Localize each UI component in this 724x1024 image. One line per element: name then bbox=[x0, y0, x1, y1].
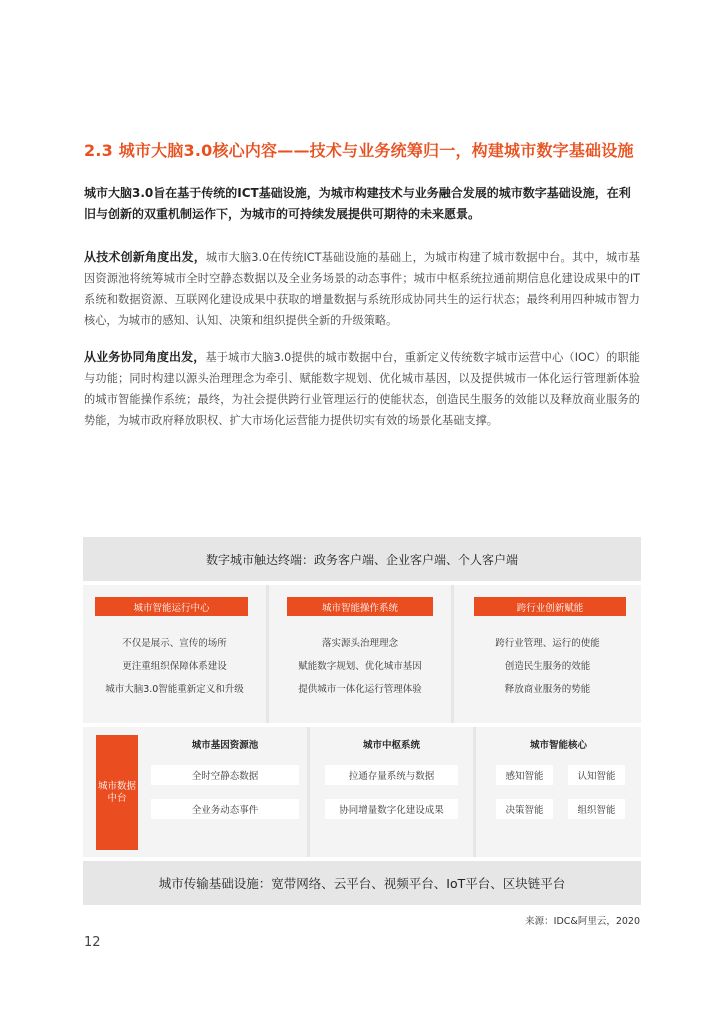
business-body: 基于城市大脑3.0提供的城市数据中台，重新定义传统数字城市运营中心（IOC）的职能与功能；同时构建以源头治理理念为牵引、赋能数字规划、优化城市基因，以及提供城市一体化运行管理新体验的城市智能操作系统；最终，为社会提供跨行业管理运行的使能状态，创造民生服务的效能以及释放商业服务的势能，为城市政府释放职权、扩大市场化运营能力提供切实有效的场景化基础支撑。 bbox=[84, 351, 640, 427]
section-heading: 2.3 城市大脑3.0核心内容——技术与业务统筹归一，构建城市数字基础设施 bbox=[84, 141, 634, 160]
os-column bbox=[269, 585, 451, 723]
terminal-band: 数字城市触达终端：政务客户端、企业客户端、个人客户端 bbox=[83, 537, 641, 581]
business-paragraph bbox=[84, 347, 640, 431]
intelligence-core-item: 组织智能 bbox=[568, 799, 625, 819]
hub-system-item: 协同增量数字化建设成果 bbox=[325, 799, 458, 819]
os-line: 落实源头治理理念 bbox=[321, 638, 398, 649]
cross-industry-column bbox=[454, 585, 641, 723]
cross-industry-line: 创造民生服务的效能 bbox=[504, 661, 591, 672]
source-note: 来源：IDC&阿里云，2020 bbox=[525, 916, 640, 927]
page-number: 12 bbox=[84, 935, 101, 950]
business-lead: 从业务协同角度出发， bbox=[84, 350, 206, 364]
cross-industry-title: 跨行业创新赋能 bbox=[474, 597, 626, 616]
tech-body: 城市大脑3.0在传统ICT基础设施的基础上，为城市构建了城市数据中台。其中，城市基因资源池将统筹城市全时空静态数据以及全业务场景的动态事件；城市中枢系统拉通前期信息化建设成果中的IT系统和数据资源、互联网化建设成果中获取的增量数据与系统形成协同共生的运行状态；最终利用四种城市智力核心，为城市的感知、认知、决策和组织提供全新的升级策略。 bbox=[84, 251, 640, 327]
intro-paragraph: 城市大脑3.0旨在基于传统的ICT基础设施，为城市构建技术与业务融合发展的城市数字基础设施，在利旧与创新的双重机制运作下，为城市的可持续发展提供可期待的未来愿景。 bbox=[84, 186, 631, 221]
os-line: 提供城市一体化运行管理体验 bbox=[298, 684, 422, 695]
intelligence-core-item: 感知智能 bbox=[496, 765, 553, 785]
gene-pool-item: 全时空静态数据 bbox=[151, 765, 299, 785]
gene-pool-title: 城市基因资源池 bbox=[191, 740, 259, 751]
intelligence-core-title: 城市智能核心 bbox=[529, 740, 587, 751]
application-layer bbox=[83, 585, 641, 723]
tech-paragraph bbox=[84, 247, 640, 331]
infrastructure-band: 城市传输基础设施：宽带网络、云平台、视频平台、IoT平台、区块链平台 bbox=[83, 861, 641, 905]
os-title: 城市智能操作系统 bbox=[287, 597, 433, 616]
ioc-column bbox=[83, 585, 266, 723]
cross-industry-line: 跨行业管理、运行的使能 bbox=[495, 638, 600, 649]
intelligence-core-item: 认知智能 bbox=[568, 765, 625, 785]
intelligence-core-column bbox=[476, 727, 641, 857]
architecture-diagram bbox=[83, 537, 641, 905]
hub-system-column bbox=[310, 727, 473, 857]
os-line: 赋能数字规划、优化城市基因 bbox=[298, 661, 422, 672]
gene-pool-item: 全业务动态事件 bbox=[151, 799, 299, 819]
ioc-line: 不仅是展示、宣传的场所 bbox=[122, 638, 227, 649]
gene-pool-column bbox=[83, 727, 307, 857]
tech-lead: 从技术创新角度出发， bbox=[84, 250, 206, 264]
hub-system-title: 城市中枢系统 bbox=[362, 740, 420, 751]
ioc-line: 更注重组织保障体系建设 bbox=[122, 661, 227, 672]
ioc-title: 城市智能运行中心 bbox=[95, 597, 248, 616]
ioc-line: 城市大脑3.0智能重新定义和升级 bbox=[105, 684, 244, 695]
intelligence-core-item: 决策智能 bbox=[496, 799, 553, 819]
data-platform-layer bbox=[83, 727, 641, 857]
data-platform-tag: 城市数据中台 bbox=[96, 735, 138, 850]
hub-system-item: 拉通存量系统与数据 bbox=[325, 765, 458, 785]
cross-industry-line: 释放商业服务的势能 bbox=[504, 684, 591, 695]
